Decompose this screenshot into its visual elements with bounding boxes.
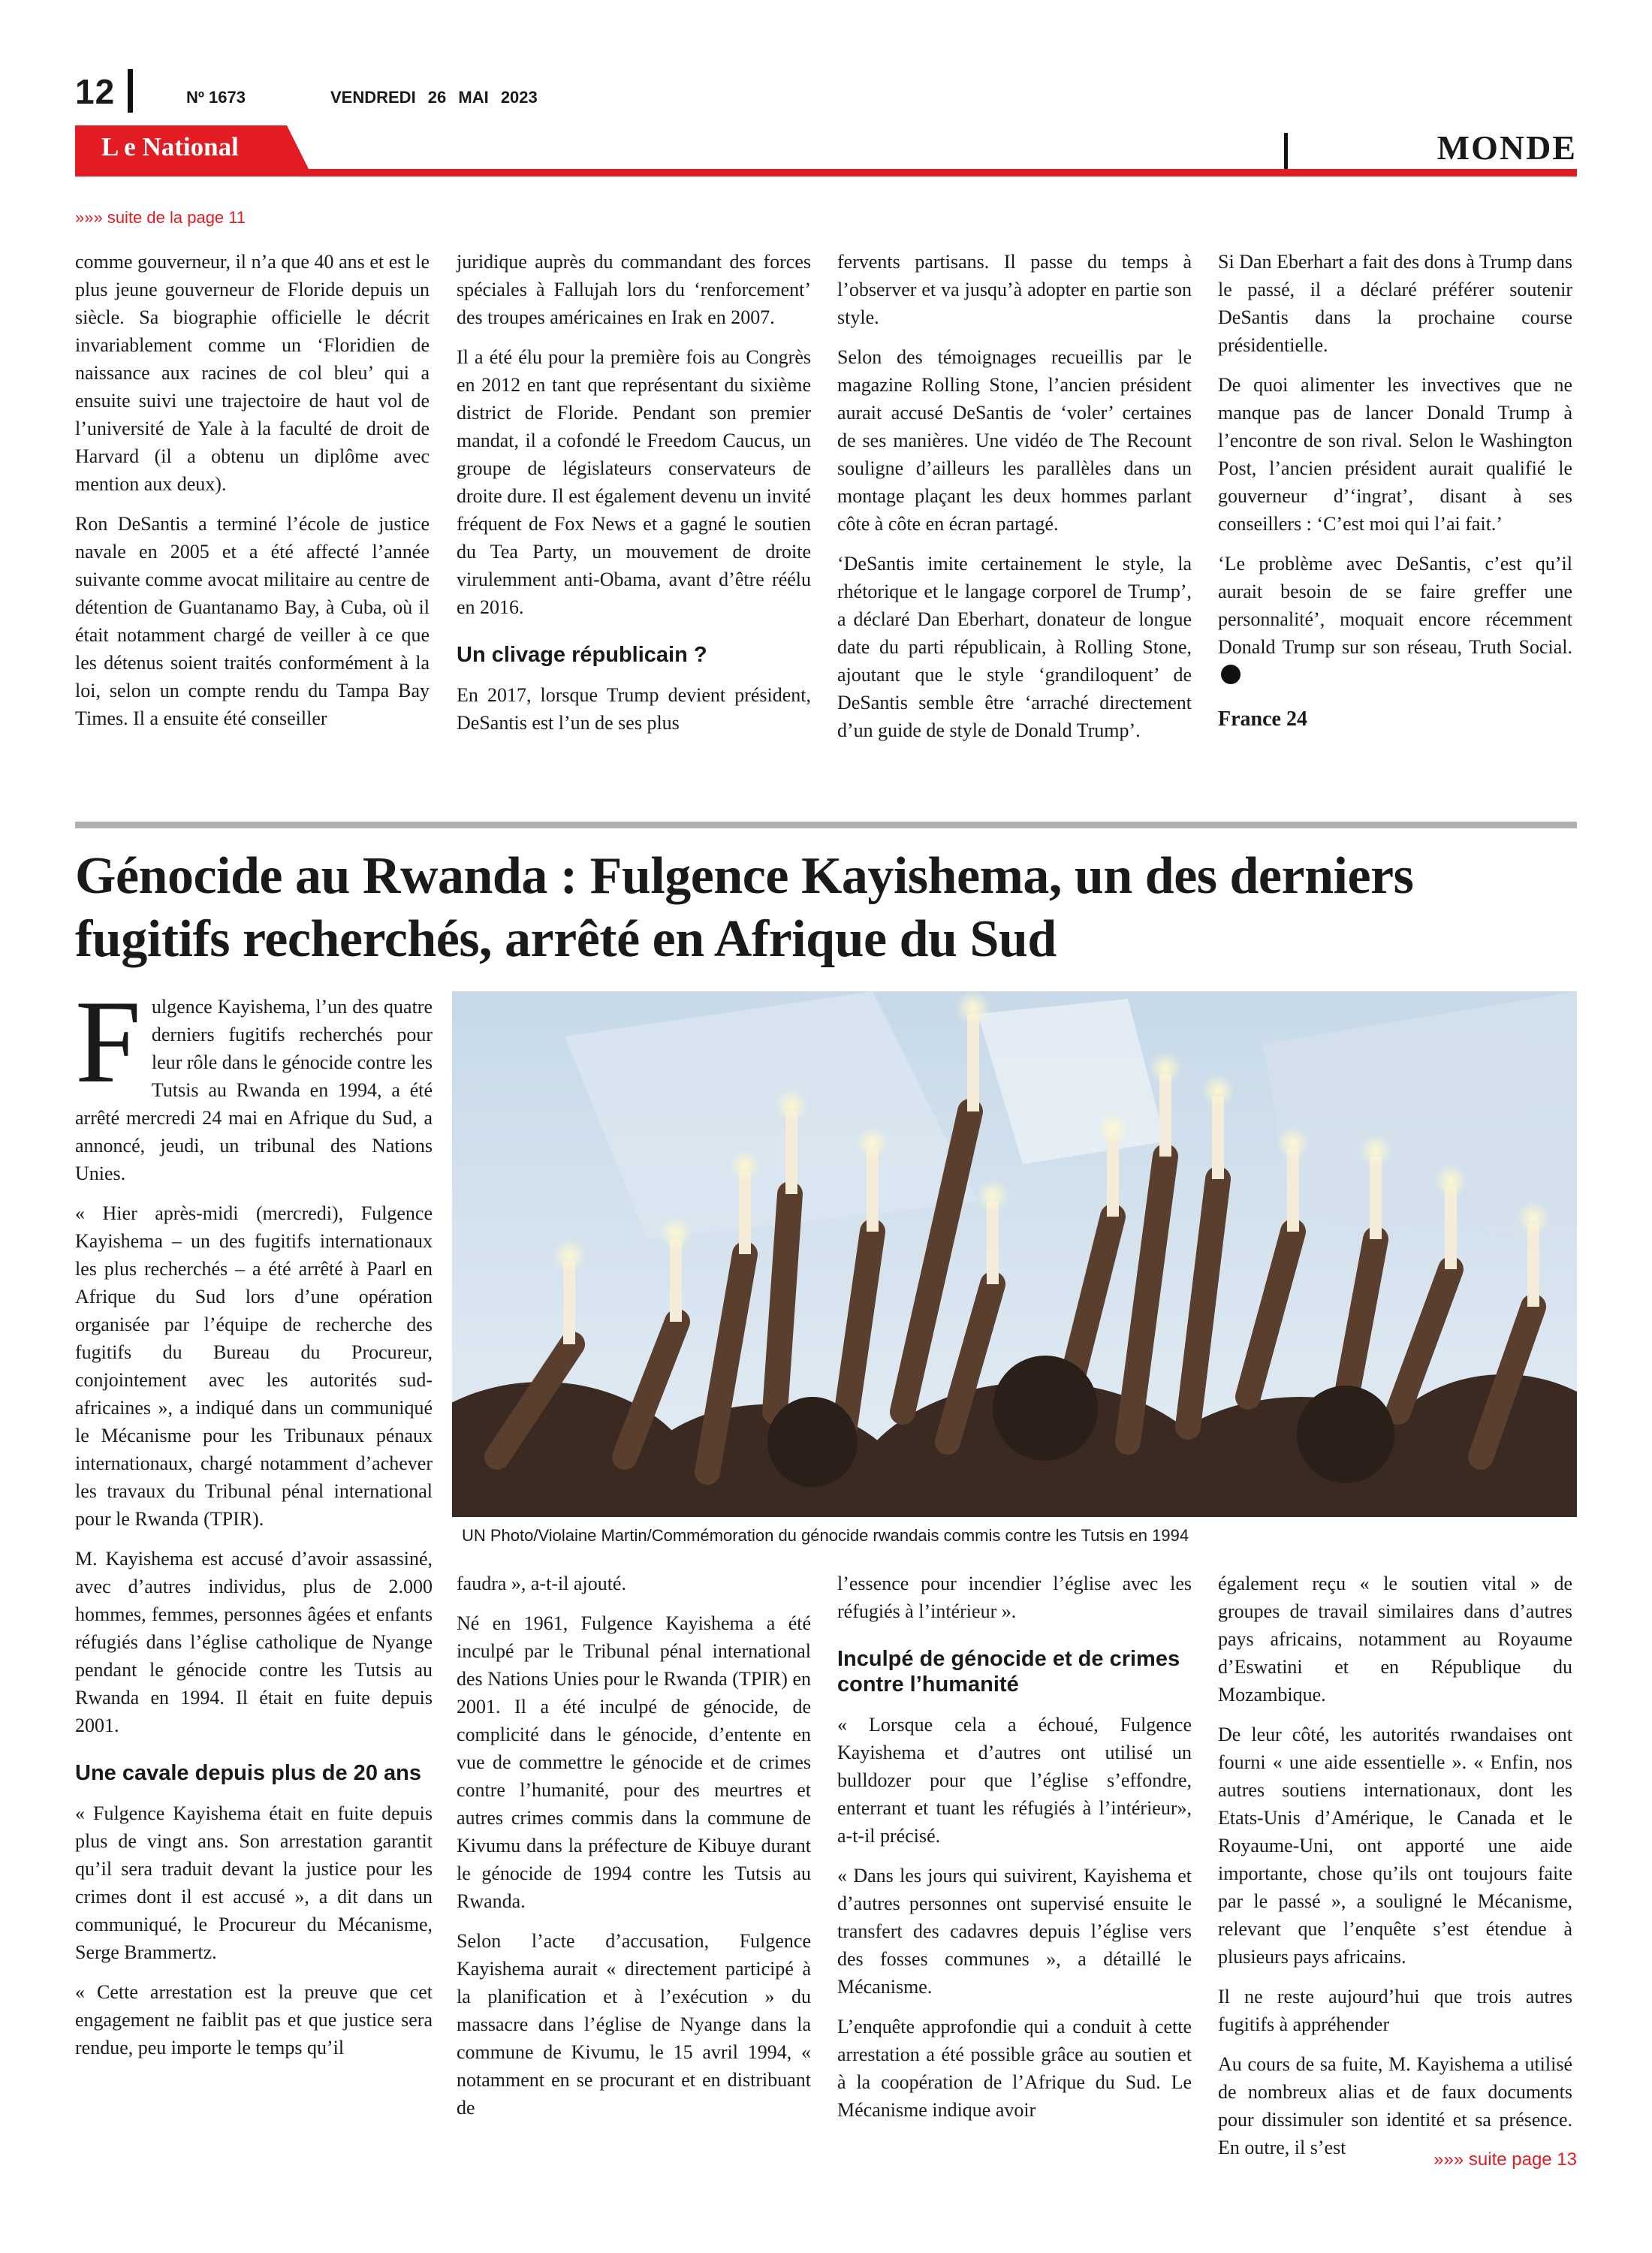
article1-column-3 xyxy=(837,248,1192,756)
section-title: MONDE xyxy=(1436,128,1577,167)
continued-from: »»» suite de la page 11 xyxy=(75,208,246,227)
paragraph: « Dans les jours qui suivirent, Kayishema et d’autres personnes ont supervisé ensuite le transfert des cadavres depuis l’église vers des fosses communes », a détaillé le Mécanisme. xyxy=(837,1865,1192,1998)
issue-number: Nº 1673 xyxy=(186,88,246,107)
drop-cap: F xyxy=(75,976,141,1108)
lead-text: ulgence Kayishema, l’un des quatre derniers fugitifs recherchés pour leur rôle dans le génocide contre les Tutsis au Rwanda en 1994, a été arrêté mercredi 24 mai en Afrique du Sud, a annoncé, jeudi, un tribunal des Nations Unies. xyxy=(75,996,433,1184)
article1-column-2 xyxy=(457,248,811,749)
page-number: 12 xyxy=(75,72,116,111)
subheading: Un clivage républicain ? xyxy=(457,643,707,667)
header-rule xyxy=(75,169,1577,176)
section-divider xyxy=(1284,133,1288,169)
paragraph: Si Dan Eberhart a fait des dons à Trump dans le passé, il a déclaré préférer soutenir DeSantis dans la prochaine course présidentielle. xyxy=(1218,251,1572,356)
paragraph: De leur côté, les autorités rwandaises ont fourni « une aide essentielle ». « Enfin, nos autres soutiens internationaux, dont les Etats-Unis d’Amérique, le Canada et le Royaume-Uni, ont apporté une aide importante, chose qu’ils ont toujours faite par le passé », a souligné le Mécanisme, relevant que l’enquête s’est étendue à plusieurs pays africains. xyxy=(1218,1724,1572,1968)
paragraph: ‘DeSantis imite certainement le style, la rhétorique et le langage corporel de Trump’, a déclaré Dan Eberhart, donateur de longue date du parti républicain, à Rolling Stone, ajoutant que le style ‘grandiloquent’ de DeSantis semble être ‘arraché directement d’un guide de style de Donald Trump’. xyxy=(837,553,1192,741)
paragraph: « Fulgence Kayishema était en fuite depuis plus de vingt ans. Son arrestation garantit qu’il sera traduit devant la justice pour les crimes dont il est accusé », a dit dans un communiqué, le Procureur du Mécanisme, Serge Brammertz. xyxy=(75,1802,433,1963)
article-signature: France 24 xyxy=(1218,707,1307,731)
paragraph: comme gouverneur, il n’a que 40 ans et est le plus jeune gouverneur de Floride depuis un siècle. Sa biographie officielle le décrit invariablement comme un ‘Floridien de naissance aux racines de col bleu’ qui a ensuite suivi une trajectoire de haut vol de l’université de Yale à la faculté de droit de Harvard (il a obtenu un diplôme avec mention aux deux). xyxy=(75,251,430,495)
lead-paragraph xyxy=(75,976,433,1187)
article2-column-3 xyxy=(837,1570,1192,2136)
paragraph: Il ne reste aujourd’hui que trois autres fugitifs à appréhender xyxy=(1218,1986,1572,2035)
issue-date: VENDREDI 26 MAI 2023 xyxy=(330,88,538,107)
paragraph-text: ‘Le problème avec DeSantis, c’est qu’il aurait besoin de se faire greffer une personnalité’, moquait encore récemment Donald Trump sur son réseau, Truth Social. xyxy=(1218,553,1572,658)
article2-headline: Génocide au Rwanda : Fulgence Kayishema, un des derniers fugitifs recherchés, arrêté en Afrique du Sud xyxy=(75,847,1414,968)
subheading: Inculpé de génocide et de crimes contre l’humanité xyxy=(837,1647,1180,1697)
paragraph: également reçu « le soutien vital » de groupes de travail similaires dans d’autres pays africains, notamment au Royaume d’Eswatini et en République du Mozambique. xyxy=(1218,1573,1572,1706)
end-mark-icon xyxy=(1221,665,1241,684)
paragraph: l’essence pour incendier l’église avec les réfugiés à l’intérieur ». xyxy=(837,1573,1192,1622)
continued-to-link[interactable]: »»» suite page 13 xyxy=(1433,2149,1577,2170)
paragraph: Au cours de sa fuite, M. Kayishema a utilisé de nombreux alias et de faux documents pour dissimuler son identité et sa présence. En outre, il s’est xyxy=(1218,2053,1572,2158)
paragraph: De quoi alimenter les invectives que ne manque pas de lancer Donald Trump à l’encontre de son rival. Selon le Washington Post, l’ancien président aurait qualifié le gouverneur d’‘ingrat’, disant à ses conseillers : ‘C’est moi qui l’ai fait.’ xyxy=(1218,374,1572,535)
paragraph: « Lorsque cela a échoué, Fulgence Kayishema et d’autres ont utilisé un bulldozer pour que l’église s’effondre, enterrant et tuant les réfugiés à l’intérieur», a-t-il précisé. xyxy=(837,1714,1192,1847)
paragraph: « Hier après-midi (mercredi), Fulgence Kayishema – un des fugitifs internationaux les plus recherchés – a été arrêté à Paarl en Afrique du Sud lors d’une opération organisée par l’équipe de recherche des fugitifs du Bureau du Procureur, conjointement avec les autorités sud-africaines », a indiqué dans un communiqué le Mécanisme pour les Tribunaux pénaux internationaux, chargé notamment d’achever les travaux du Tribunal pénal international pour le Rwanda (TPIR). xyxy=(75,1202,433,1530)
brand-logo: L e National xyxy=(101,132,239,161)
photo-candles-image xyxy=(452,991,1577,1517)
paragraph: fervents partisans. Il passe du temps à l’observer et va jusqu’à adopter en partie son style. xyxy=(837,251,1192,328)
paragraph: En 2017, lorsque Trump devient président, DeSantis est l’un de ses plus xyxy=(457,684,811,734)
paragraph: Il a été élu pour la première fois au Congrès en 2012 en tant que représentant du sixième district de Floride. Pendant son premier mandat, il a cofondé le Freedom Caucus, un groupe de législateurs conservateurs de droite dure. Il est également devenu un invité fréquent de Fox News et a gagné le soutien du Tea Party, un mouvement de droite virulemment anti-Obama, avant d’être réélu en 2016. xyxy=(457,346,811,618)
article2-column-2 xyxy=(457,1570,811,2134)
paragraph: Né en 1961, Fulgence Kayishema a été inculpé par le Tribunal pénal international des Nations Unies pour le Rwanda (TPIR) en 2001. Il a été inculpé de génocide, de complicité dans le génocide, d’entente en vue de commettre le génocide et de crimes contre l’humanité, pour des meurtres et autres crimes commis dans la commune de Kivumu dans la préfecture de Kibuye durant le génocide de 1994 contre les Tutsis au Rwanda. xyxy=(457,1612,811,1912)
paragraph: Ron DeSantis a terminé l’école de justice navale en 2005 et a été affecté l’année suivante comme avocat militaire au centre de détention de Guantanamo Bay, à Cuba, où il était notamment chargé de veiller à ce que les détenus soient traités conformément à la loi, selon un compte rendu du Tampa Bay Times. Il a ensuite été conseiller xyxy=(75,513,430,729)
article1-column-1 xyxy=(75,248,430,744)
paragraph: faudra », a-t-il ajouté. xyxy=(457,1573,626,1594)
paragraph: Selon l’acte d’accusation, Fulgence Kayishema aurait « directement participé à la planification et à l’exécution » du massacre dans l’église de Nyange dans la commune de Kivumu, le 15 avril 1994, « notamment en se procurant et en distribuant de xyxy=(457,1930,811,2119)
article2-column-1 xyxy=(75,976,433,2074)
paragraph: juridique auprès du commandant des forces spéciales à Fallujah lors du ‘renforcement’ des troupes américaines en Irak en 2007. xyxy=(457,251,811,328)
article1-column-4 xyxy=(1218,248,1572,745)
paragraph: Selon des témoignages recueillis par le magazine Rolling Stone, l’ancien président aurait accusé DeSantis de ‘voler’ certaines de ses manières. Une vidéo de The Recount souligne d’ailleurs les parallèles dans un montage plaçant les deux hommes parlant côte à côte en écran partagé. xyxy=(837,346,1192,535)
paragraph-last xyxy=(1218,550,1572,689)
paragraph: M. Kayishema est accusé d’avoir assassiné, avec d’autres individus, plus de 2.000 hommes, femmes, personnes âgées et enfants réfugiés dans l’église catholique de Nyange pendant le génocide contre les Tutsis au Rwanda en 1994. Il était en fuite depuis 2001. xyxy=(75,1548,433,1736)
header-divider xyxy=(128,69,133,113)
paragraph: L’enquête approfondie qui a conduit à cette arrestation a été possible grâce au soutien et à la coopération de l’Afrique du Sud. Le Mécanisme indique avoir xyxy=(837,2016,1192,2121)
article-separator xyxy=(75,822,1577,828)
paragraph: « Cette arrestation est la preuve que cet engagement ne faiblit pas et que justice sera rendue, peu importe le temps qu’il xyxy=(75,1981,433,2058)
article-photo xyxy=(452,991,1577,1517)
article2-column-4 xyxy=(1218,1570,1572,2173)
subheading: Une cavale depuis plus de 20 ans xyxy=(75,1761,421,1785)
photo-caption: UN Photo/Violaine Martin/Commémoration du génocide rwandais commis contre les Tutsis en 1994 xyxy=(462,1526,1189,1545)
